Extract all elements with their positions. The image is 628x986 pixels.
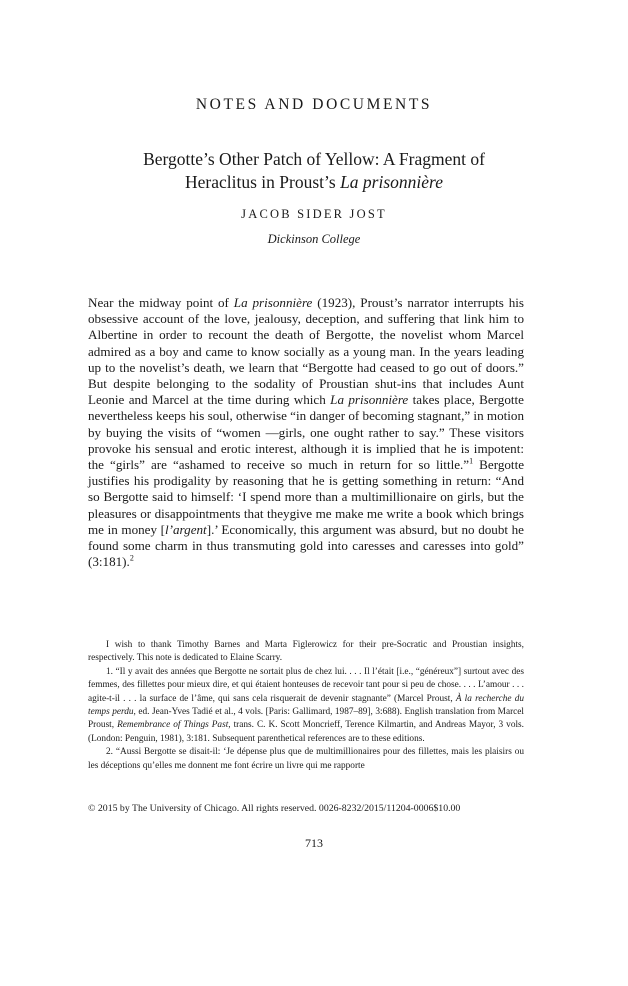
copyright-line: © 2015 by The University of Chicago. All rights reserved. 0026-8232/2015/11204-0006$10.00 (88, 803, 461, 814)
title-line-2-italic: La prisonnière (340, 172, 443, 192)
section-heading: NOTES AND DOCUMENTS (195, 96, 433, 113)
footnote-text: , trans. C. K. Scott Moncrieff, Terence Kilmartin, and Andreas Mayor, 3 vols. (London: Penguin, 1981), 3:181. Subsequent parenthetical references are to these editions. (88, 720, 524, 744)
body-text: Near the midway point of (88, 295, 234, 310)
article-title (0, 148, 628, 194)
footnote-italic: À la recherche du temps perdu (88, 693, 524, 718)
body-italic: l’argent (165, 521, 207, 537)
author-affiliation: Dickinson College (267, 232, 361, 246)
body-text: (1923), Proust’s narrator interrupts his obsessive account of the love, jealousy, deception, and suffering that link him to Albertine in order to recount the death of Bergotte, the novelist whom Marcel admired as a boy and came to know socially as a young man. In the years leading up to the novelist’s death, we learn that “Bergotte had ceased to go out of doors.” But despite belonging to the sodality of Proustian shut-ins that includes Aunt Leonie and Marcel at the time during which (88, 295, 524, 408)
body-text: takes place, Bergotte nevertheless keeps his soul, otherwise “in danger of becoming stagnant,” in motion by buying the visits of “women —girls, one ought rather to say.” These visitors provoke his sensual and erotic interest, although it is implied that he is impotent: the “girls” are “ashamed to receive so much in return for so little.” (88, 392, 524, 473)
author-name: JACOB SIDER JOST (241, 207, 387, 221)
footnote-text: 1. “Il y avait des années que Bergotte ne sortait plus de chez lui. . . . Il l’était [i.e., “généreux”] surtout avec des femmes, des fillettes pour mieux dire, et qui étaient honteuses de recevoir tant pour si peu de chose. . . . L’amour . . . agite-t-il . . . la surface de l’âme, qui sans cela risquerait de devenir stagnante” (Marcel Proust, (88, 666, 524, 704)
body-text: ].’ Economically, this argument was absurd, but no doubt he found some charm in thus transmuting gold into caresses and caresses into gold” (3:181). (88, 521, 524, 570)
footnotes (88, 639, 524, 773)
footnote-ref-1[interactable]: 1 (469, 456, 474, 466)
footnote-1 (88, 666, 524, 746)
body-text: Bergotte justifies his prodigality by reasoning that he is getting something in return: “And so Bergotte said to himself: ‘I spend more than a multimillionaire on girls, but the pleasures or disappointments that theygive me make me write a book which brings me in money [ (88, 457, 525, 537)
page-number: 713 (305, 836, 323, 850)
footnote-ref-2[interactable]: 2 (129, 553, 134, 563)
article-body (88, 295, 524, 570)
acknowledgment-note: I wish to thank Timothy Barnes and Marta Figlerowicz for their pre-Socratic and Proustian insights, respectively. This note is dedicated to Elaine Scarry. (88, 640, 524, 664)
body-italic: La prisonnière (233, 295, 313, 310)
body-italic: La prisonnière (330, 392, 409, 408)
title-line-1: Bergotte’s Other Patch of Yellow: A Fragment of (143, 149, 485, 169)
title-line-2 (0, 171, 628, 194)
footnote-text: , ed. Jean-Yves Tadié et al., 4 vols. [Paris: Gallimard, 1987–89], 3:688). English translation from Marcel Proust, (88, 707, 525, 731)
footnote-italic: Remembrance of Things Past (117, 720, 229, 731)
body-paragraph (88, 295, 524, 570)
footnote-2: 2. “Aussi Bergotte se disait-il: ‘Je dépense plus que de multimillionaires pour des fillettes, mais les plaisirs ou les déceptions qu’elles me donnent me font écrire un livre qui me rapporte (88, 747, 524, 771)
title-line-2-text: Heraclitus in Proust’s (185, 172, 341, 192)
